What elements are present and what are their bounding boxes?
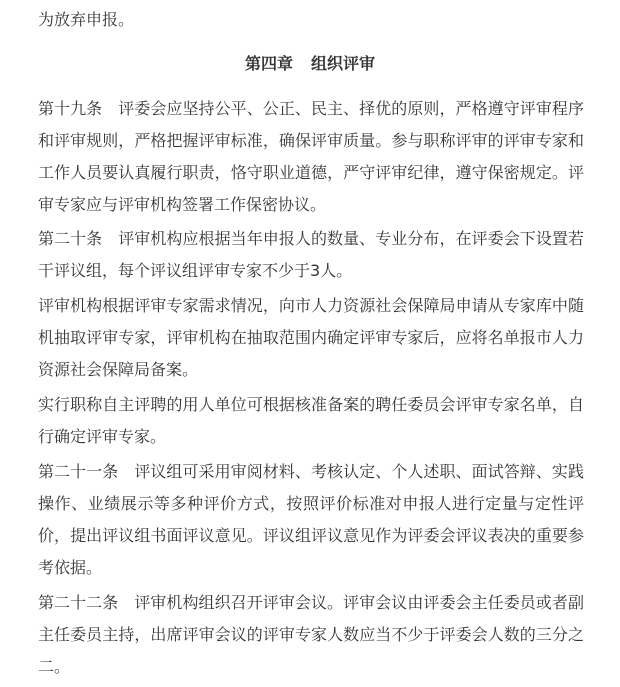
chapter-number: 第四章 — [244, 54, 293, 73]
article-21-paragraph — [38, 456, 584, 584]
article-number: 第二十条 — [38, 229, 103, 248]
expert-selection-paragraph — [38, 290, 584, 386]
article-text: 评审机构组织召开评审会议。评审会议由评委会主任委员或者副主任委员主持，出席评审会议的评审专家人数应当不少于评委会人数的三分之二。 — [38, 593, 584, 676]
article-19-paragraph — [38, 93, 584, 221]
self-evaluation-paragraph — [38, 389, 584, 453]
paragraph-text: 实行职称自主评聘的用人单位可根据核准备案的聘任委员会评审专家名单，自行确定评审专家。 — [38, 395, 584, 446]
article-number: 第二十二条 — [38, 593, 119, 612]
chapter-heading — [0, 50, 620, 78]
article-text: 评委会应坚持公平、公正、民主、择优的原则，严格遵守评审程序和评审规则，严格把握评审标准，确保评审质量。参与职称评审的评审专家和工作人员要认真履行职责，恪守职业道德，严守评审纪律，遵守保密规定。评审专家应与评审机构签署工作保密协议。 — [38, 99, 584, 214]
article-22-paragraph — [38, 587, 584, 683]
article-text: 评审机构应根据当年申报人的数量、专业分布，在评委会下设置若干评议组，每个评议组评审专家不少于3人。 — [38, 229, 584, 280]
previous-paragraph-fragment: 为放弃申报。 — [38, 10, 135, 29]
article-number: 第二十一条 — [38, 462, 119, 481]
paragraph-text: 评审机构根据评审专家需求情况，向市人力资源社会保障局申请从专家库中随机抽取评审专家，评审机构在抽取范围内确定评审专家后，应将名单报市人力资源社会保障局备案。 — [38, 296, 584, 379]
article-20-paragraph — [38, 223, 584, 287]
article-number: 第十九条 — [38, 99, 103, 118]
chapter-title: 组织评审 — [311, 54, 376, 73]
article-text: 评议组可采用审阅材料、考核认定、个人述职、面试答辩、实践操作、业绩展示等多种评价方式，按照评价标准对申报人进行定量与定性评价，提出评议组书面评议意见。评议组评议意见作为评委会评议表决的重要参考依据。 — [38, 462, 584, 577]
